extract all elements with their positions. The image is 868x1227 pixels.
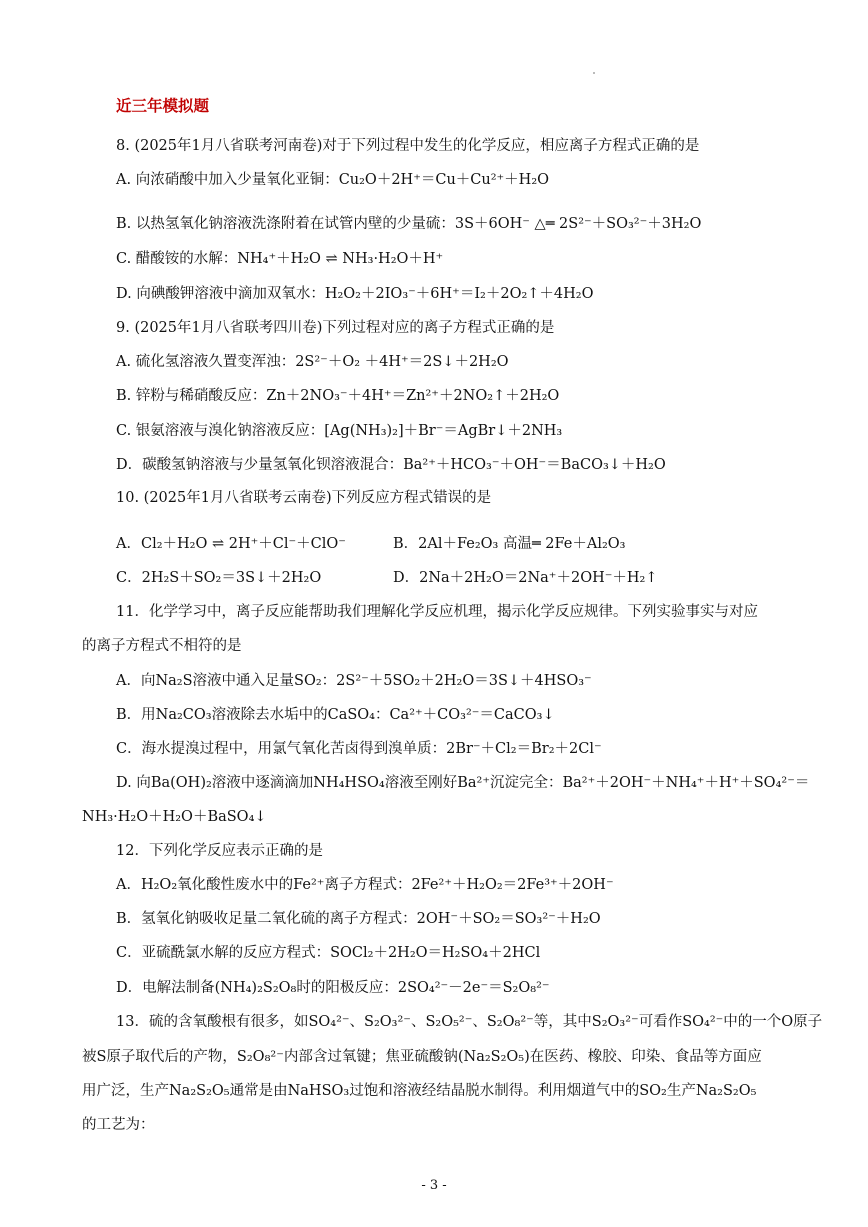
q11-stem-line1: 11．化学学习中，离子反应能帮助我们理解化学反应机理，揭示化学反应规律。下列实验事实与对应 xyxy=(116,604,758,620)
q11-option-d-line1: D. 向Ba(OH)₂溶液中逐滴滴加NH₄HSO₄溶液至刚好Ba²⁺沉淀完全：Ba²⁺＋2OH⁻＋NH₄⁺＋H⁺＋SO₄²⁻＝ xyxy=(116,775,810,791)
q9-option-c: C. 银氨溶液与溴化钠溶液反应：[Ag(NH₃)₂]＋Br⁻＝AgBr↓＋2NH₃ xyxy=(116,423,563,439)
q11-stem-line2: 的离子方程式不相符的是 xyxy=(82,638,242,654)
q10-option-d: D．2Na＋2H₂O＝2Na⁺＋2OH⁻＋H₂↑ xyxy=(393,570,658,586)
q13-line2: 被S原子取代后的产物，S₂O₈²⁻内部含过氧键；焦亚硫酸钠(Na₂S₂O₅)在医药、橡胶、印染、食品等方面应 xyxy=(82,1049,762,1065)
q12-option-c: C．亚硫酰氯水解的反应方程式：SOCl₂＋2H₂O＝H₂SO₄＋2HCl xyxy=(116,945,541,961)
q11-option-d-line2: NH₃·H₂O＋H₂O＋BaSO₄↓ xyxy=(82,809,267,825)
q9-stem: 9. (2025年1月八省联考四川卷)下列过程对应的离子方程式正确的是 xyxy=(116,320,555,336)
q11-option-b: B．用Na₂CO₃溶液除去水垢中的CaSO₄：Ca²⁺＋CO₃²⁻＝CaCO₃↓ xyxy=(116,707,555,723)
q9-option-b: B. 锌粉与稀硝酸反应：Zn＋2NO₃⁻＋4H⁺＝Zn²⁺＋2NO₂↑＋2H₂O xyxy=(116,388,560,404)
q11-option-c: C．海水提溴过程中，用氯气氧化苦卤得到溴单质：2Br⁻＋Cl₂＝Br₂＋2Cl⁻ xyxy=(116,741,602,757)
q12-option-a: A．H₂O₂氧化酸性废水中的Fe²⁺离子方程式：2Fe²⁺＋H₂O₂＝2Fe³⁺＋2OH⁻ xyxy=(116,877,614,893)
q13-line4: 的工艺为： xyxy=(82,1117,155,1133)
q8-option-a: A. 向浓硝酸中加入少量氧化亚铜：Cu₂O＋2H⁺＝Cu＋Cu²⁺＋H₂O xyxy=(116,172,550,188)
q12-option-b: B．氢氧化钠吸收足量二氧化硫的离子方程式：2OH⁻＋SO₂＝SO₃²⁻＋H₂O xyxy=(116,911,601,927)
q8-stem: 8. (2025年1月八省联考河南卷)对于下列过程中发生的化学反应，相应离子方程式正确的是 xyxy=(116,138,700,154)
q9-option-a: A. 硫化氢溶液久置变浑浊：2S²⁻＋O₂ ＋4H⁺＝2S↓＋2H₂O xyxy=(116,354,509,370)
q10-option-a: A．Cl₂＋H₂O ⇌ 2H⁺＋Cl⁻＋ClO⁻ xyxy=(116,536,346,552)
page-number: - 3 - xyxy=(421,1178,447,1193)
q13-line1: 13．硫的含氧酸根有很多，如SO₄²⁻、S₂O₃²⁻、S₂O₅²⁻、S₂O₈²⁻等，其中S₂O₃²⁻可看作SO₄²⁻中的一个O原子 xyxy=(116,1014,823,1030)
q12-option-d: D．电解法制备(NH₄)₂S₂O₈时的阳极反应：2SO₄²⁻－2e⁻＝S₂O₈²⁻ xyxy=(116,980,550,996)
q13-line3: 用广泛，生产Na₂S₂O₅通常是由NaHSO₃过饱和溶液经结晶脱水制得。利用烟道气中的SO₂生产Na₂S₂O₅ xyxy=(82,1083,757,1099)
q10-option-c: C．2H₂S＋SO₂＝3S↓＋2H₂O xyxy=(116,570,322,586)
scan-speck xyxy=(593,72,595,74)
q8-option-c: C. 醋酸铵的水解：NH₄⁺＋H₂O ⇌ NH₃·H₂O＋H⁺ xyxy=(116,251,444,267)
q11-option-a: A．向Na₂S溶液中通入足量SO₂：2S²⁻＋5SO₂＋2H₂O＝3S↓＋4HSO₃⁻ xyxy=(116,673,592,689)
q10-row1 xyxy=(116,534,788,554)
q8-option-d: D. 向碘酸钾溶液中滴加双氧水：H₂O₂＋2IO₃⁻＋6H⁺＝I₂＋2O₂↑＋4H₂O xyxy=(116,286,594,302)
q10-option-b: B．2Al＋Fe₂O₃ 高温═ 2Fe＋Al₂O₃ xyxy=(393,536,626,552)
q9-option-d: D．碳酸氢钠溶液与少量氢氧化钡溶液混合：Ba²⁺＋HCO₃⁻＋OH⁻＝BaCO₃↓＋H₂O xyxy=(116,457,666,473)
q8-option-b: B. 以热氢氧化钠溶液洗涤附着在试管内壁的少量硫：3S＋6OH⁻ △═ 2S²⁻＋SO₃²⁻＋3H₂O xyxy=(116,216,702,232)
q10-stem: 10. (2025年1月八省联考云南卷)下列反应方程式错误的是 xyxy=(116,490,492,506)
q10-row2 xyxy=(116,568,788,588)
section-title: 近三年模拟题 xyxy=(116,97,210,115)
q12-stem: 12．下列化学反应表示正确的是 xyxy=(116,843,323,859)
